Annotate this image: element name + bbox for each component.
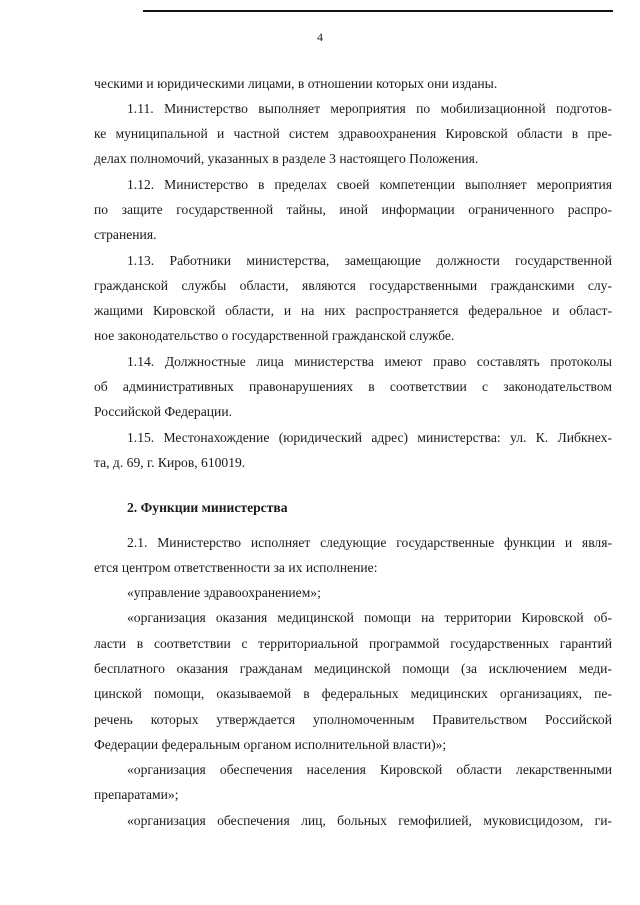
text-line: «управление здравоохранением»;: [127, 585, 321, 600]
text-line: 1.11. Министерство выполняет мероприятия по мобилизационной подготов-: [127, 101, 612, 116]
text-line: 1.14. Должностные лица министерства имеют право составлять протоколы: [127, 354, 612, 369]
text-line: 1.13. Работники министерства, замещающие должности государственной: [127, 253, 612, 268]
text-line: 2.1. Министерство исполняет следующие государственные функции и явля-: [127, 535, 612, 550]
text-line: гражданской службы области, являются государственными гражданскими слу-: [94, 278, 612, 293]
text-line: бесплатного оказания гражданам медицинской помощи (за исключением меди-: [94, 661, 612, 676]
top-rule: [143, 10, 613, 12]
text-line: «организация обеспечения лиц, больных гемофилией, муковисцидозом, ги-: [127, 813, 612, 828]
text-line: речень которых утверждается уполномоченным Правительством Российской: [94, 712, 612, 727]
text-line: делах полномочий, указанных в разделе 3 настоящего Положения.: [94, 151, 479, 166]
text-line: «организация обеспечения населения Кировской области лекарственными: [127, 762, 612, 777]
text-line: «организация оказания медицинской помощи на территории Кировской об-: [127, 610, 612, 625]
text-line: 1.15. Местонахождение (юридический адрес) министерства: ул. К. Либкнех-: [127, 430, 612, 445]
text-line: ется центром ответственности за их исполнение:: [94, 560, 378, 575]
text-line: ласти в соответствии с территориальной программой государственных гарантий: [94, 636, 612, 651]
page-number: 4: [317, 30, 323, 44]
text-line: ческими и юридическими лицами, в отношении которых они изданы.: [94, 76, 498, 91]
text-line: об административных правонарушениях в соответствии с законодательством: [94, 379, 612, 394]
text-line: 1.12. Министерство в пределах своей компетенции выполняет мероприятия: [127, 177, 612, 192]
text-line: Российской Федерации.: [94, 404, 232, 419]
text-line: ное законодательство о государственной гражданской службе.: [94, 328, 455, 343]
text-line: жащими Кировской области, и на них распространяется федеральное и област-: [94, 303, 612, 318]
text-line: цинской помощи, оказываемой в федеральных медицинских организациях, пе-: [94, 686, 612, 701]
text-line: та, д. 69, г. Киров, 610019.: [94, 455, 246, 470]
section-heading: 2. Функции министерства: [127, 500, 288, 515]
text-line: Федерации федеральным органом исполнительной власти)»;: [94, 737, 447, 752]
text-line: ке муниципальной и частной систем здравоохранения Кировской области в пре-: [94, 126, 612, 141]
text-line: препаратами»;: [94, 787, 179, 802]
text-line: странения.: [94, 227, 157, 242]
text-line: по защите государственной тайны, иной информации ограниченного распро-: [94, 202, 612, 217]
